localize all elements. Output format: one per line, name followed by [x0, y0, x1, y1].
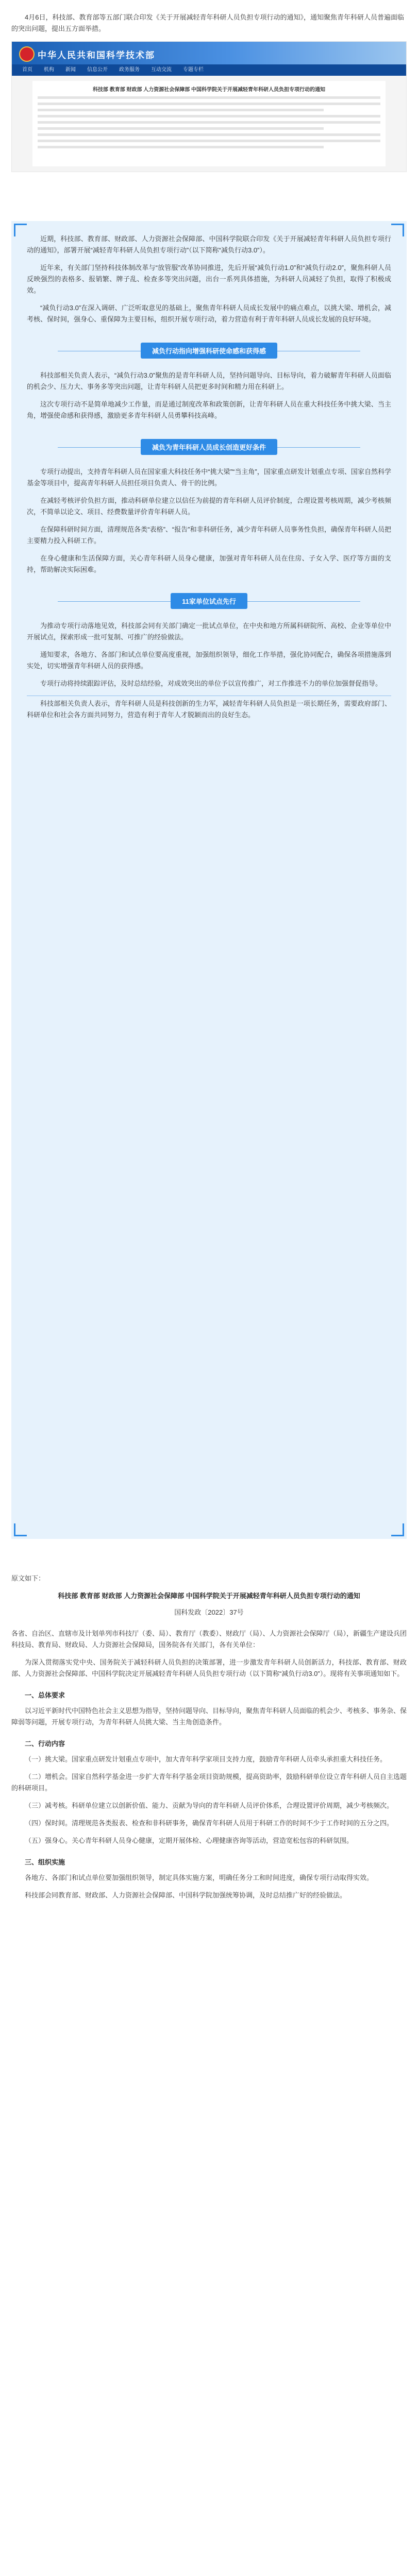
most-nav-item: 信息公开: [87, 67, 108, 73]
most-document-preview: [32, 81, 386, 166]
most-nav: [12, 64, 406, 76]
source-label: 原文如下：: [11, 1574, 45, 1582]
official-document: [11, 1573, 407, 1907]
preamble: 为深入贯彻落实党中央、国务院关于减轻科研人员负担的决策部署，进一步激发青年科研人员创新活力，科技部、教育部、财政部、人力资源社会保障部、中国科学院决定开展减轻青年科研人员负担专项行动（以下简称“减负行动3.0”）。现将有关事项通知如下。: [11, 1658, 407, 1677]
article-paragraph: 为推动专项行动落地见效，科技部会同有关部门确定一批试点单位，在中央和地方所属科研院所、高校、企业等单位中开展试点，探索形成一批可复制、可推广的经验做法。: [27, 622, 391, 641]
article-paragraph: 在保障科研时间方面，清理规范各类“表格”、“报告”和非科研任务，减少青年科研人员事务性负担，确保青年科研人员把主要精力投入科研工作。: [27, 526, 391, 545]
article-paragraph: 通知要求，各地方、各部门和试点单位要高度重视，加强组织领导，细化工作举措，强化协同配合，确保各项措施落到实处，切实增强青年科研人员的获得感。: [27, 651, 391, 670]
doc-paragraph: （五）强身心。关心青年科研人员身心健康，定期开展体检、心理健康咨询等活动，营造宽松包容的科研氛围。: [25, 1837, 354, 1844]
doc-section-title: 一、总体要求: [25, 1691, 65, 1699]
doc-section-title: 二、行动内容: [25, 1740, 65, 1748]
doc-paragraph: （二）增机会。国家自然科学基金进一步扩大青年科学基金项目资助规模，提高资助率，鼓励科研单位设立青年科研人员自主选题的科研项目。: [11, 1773, 407, 1792]
doc-paragraph: 各地方、各部门和试点单位要加强组织领导，制定具体实施方案，明确任务分工和时间进度，确保专项行动取得实效。: [25, 1874, 374, 1882]
most-nav-item: 专题专栏: [183, 67, 204, 73]
frame-corner: [14, 224, 27, 236]
most-site-name: 中华人民共和国科学技术部: [38, 50, 155, 60]
article-paragraph: 专项行动提出，支持青年科研人员在国家重大科技任务中“挑大梁”“当主角”，国家重点研发计划重点专项、国家自然科学基金等项目中，提高青年科研人员担任项目负责人、骨干的比例。: [27, 468, 391, 487]
text-line: [38, 146, 324, 148]
most-nav-item: 政务服务: [119, 67, 140, 73]
section-header: [27, 593, 391, 609]
article-paragraph: 在减轻考核评价负担方面，推动科研单位建立以信任为前提的青年科研人员评价制度，合理设置考核周期，减少考核频次，不简单以论文、项目、经费数量评价青年科研人员。: [27, 497, 391, 516]
article-paragraph: 近年来，有关部门坚持科技体制改革与“放管服”改革协同推进，先后开展“减负行动1.0”和“减负行动2.0”，聚焦科研人员反映强烈的表格多、报销繁、牌子乱、检查多等突出问题，出台一系列具体措施，为科研人员减轻了负担，取得了积极成效。: [27, 264, 391, 294]
document-heading: 科技部 教育部 财政部 人力资源社会保障部 中国科学院关于开展减轻青年科研人员负担专项行动的通知: [58, 1592, 360, 1600]
doc-paragraph: （四）保时间。清理规范各类报表、检查和非科研事务，确保青年科研人员用于科研工作的时间不少于工作时间的五分之四。: [25, 1819, 394, 1827]
text-line: [38, 109, 324, 111]
most-banner: [12, 42, 406, 64]
most-doc-title: 科技部 教育部 财政部 人力资源社会保障部 中国科学院关于开展减轻青年科研人员负担专项行动的通知: [92, 87, 326, 93]
text-line: [38, 121, 380, 124]
doc-paragraph: 科技部会同教育部、财政部、人力资源社会保障部、中国科学院加强统筹协调，及时总结推广好的经验做法。: [25, 1891, 347, 1899]
national-emblem-icon: [19, 46, 35, 62]
article-paragraph: 在身心健康和生活保障方面，关心青年科研人员身心健康，加强对青年科研人员在住房、子女入学、医疗等方面的支持，帮助解决实际困难。: [27, 554, 391, 573]
section-header: [27, 343, 391, 359]
section-title: 11家单位试点先行: [171, 593, 247, 609]
text-line: [38, 103, 380, 105]
article-frame: [11, 221, 407, 1539]
article-paragraph: “减负行动3.0”在深入调研、广泛听取意见的基础上，聚焦青年科研人员成长发展中的痛点难点，以挑大梁、增机会，减考核、保时间，强身心、重保障为主要目标，组织开展专项行动，着力营造有利于青年科研人员成长发展的良好环境。: [27, 304, 391, 323]
doc-paragraph: 以习近平新时代中国特色社会主义思想为指导，坚持问题导向、目标导向，聚焦青年科研人员面临的机会少、考核多、事务杂、保障弱等问题，开展专项行动，为青年科研人员挑大梁、当主角创造条件。: [11, 1707, 407, 1726]
frame-content: [27, 233, 391, 727]
document-number: 国科发政〔2022〕37号: [174, 1608, 244, 1616]
addressee: 各省、自治区、直辖市及计划单列市科技厅（委、局）、教育厅（教委）、财政厅（局）、人力资源社会保障厅（局），新疆生产建设兵团科技局、教育局、财政局、人力资源社会保障局，国务院各有关部门，各有关单位：: [11, 1630, 407, 1649]
frame-corner: [14, 1523, 27, 1536]
text-line: [38, 133, 380, 136]
most-nav-item: 首页: [22, 67, 32, 73]
most-nav-item: 新闻: [65, 67, 76, 73]
article-paragraph: 科技部相关负责人表示，青年科研人员是科技创新的生力军，减轻青年科研人员负担是一项长期任务，需要政府部门、科研单位和社会各方面共同努力，营造有利于青年人才脱颖而出的良好生态。: [27, 700, 391, 719]
section-title: 减负为青年科研人员成长创造更好条件: [141, 439, 277, 455]
section-title: 减负行动指向增强科研使命感和获得感: [141, 343, 277, 359]
text-line: [38, 140, 380, 142]
doc-paragraph: （三）减考核。科研单位建立以创新价值、能力、贡献为导向的青年科研人员评价体系，合理设置评价周期，减少考核频次。: [25, 1802, 394, 1809]
most-nav-item: 互动交流: [151, 67, 172, 73]
doc-section-title: 三、组织实施: [25, 1858, 65, 1866]
article-paragraph: 近期，科技部、教育部、财政部、人力资源社会保障部、中国科学院联合印发《关于开展减轻青年科研人员负担专项行动的通知》，部署开展“减轻青年科研人员负担专项行动”（以下简称“减负行动3.0”）。: [27, 235, 391, 254]
article-paragraph: 这次专项行动不是简单地减少工作量，而是通过制度改革和政策创新，让青年科研人员在重大科技任务中挑大梁、当主角，增强使命感和获得感，激励更多青年科研人员勇攀科技高峰。: [27, 400, 391, 419]
text-line: [38, 96, 380, 99]
text-line: [38, 127, 324, 130]
section-header: [27, 439, 391, 455]
most-nav-item: 机构: [44, 67, 54, 73]
frame-corner: [391, 1523, 404, 1536]
most-website-screenshot: [11, 41, 407, 172]
frame-corner: [391, 224, 404, 236]
text-line: [38, 115, 380, 117]
article-paragraph: 科技部相关负责人表示，“减负行动3.0”聚焦的是青年科研人员，坚持问题导向、目标导向，着力破解青年科研人员面临的机会少、压力大、事务多等突出问题，让青年科研人员把更多时间和精力用在科研上。: [27, 371, 391, 391]
doc-paragraph: （一）挑大梁。国家重点研发计划重点专项中，加大青年科学家项目支持力度，鼓励青年科研人员牵头承担重大科技任务。: [25, 1755, 387, 1763]
article-paragraph: 专项行动将持续跟踪评估，及时总结经验，对成效突出的单位予以宣传推广，对工作推进不力的单位加强督促指导。: [40, 680, 382, 687]
intro-text: 4月6日，科技部、教育部等五部门联合印发《关于开展减轻青年科研人员负担专项行动的通知》，通知聚焦青年科研人员普遍面临的突出问题，提出五方面举措。: [11, 13, 404, 32]
